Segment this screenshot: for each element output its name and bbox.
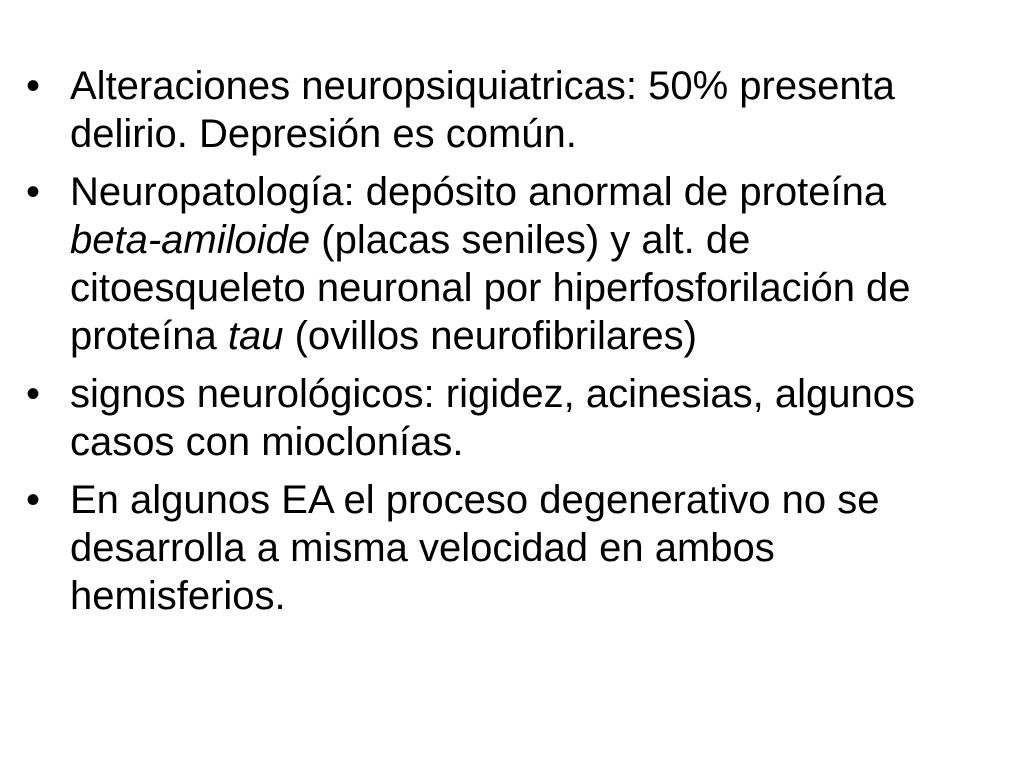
italic-term: tau <box>227 314 284 358</box>
bullet-item <box>26 476 956 620</box>
bullet-text <box>70 478 879 618</box>
bullet-item <box>26 168 956 360</box>
bullet-icon: • <box>26 170 41 214</box>
text-segment: (placas seniles) y alt. de citoesqueleto neuronal por hiperfosforilación de proteína <box>70 218 911 358</box>
text-segment: Alteraciones neuropsiquiatricas: 50% presenta delirio. Depresión es común. <box>70 64 895 156</box>
text-segment: Neuropatología: depósito anormal de proteína <box>70 170 887 214</box>
text-segment: signos neurológicos: rigidez, acinesias, algunos casos con mioclonías. <box>70 372 915 464</box>
bullet-icon: • <box>26 64 41 108</box>
bullet-list <box>26 62 956 630</box>
bullet-icon: • <box>26 372 41 416</box>
bullet-item <box>26 62 956 158</box>
italic-term: beta-amiloide <box>70 218 311 262</box>
bullet-icon: • <box>26 478 41 522</box>
bullet-text <box>70 64 895 156</box>
bullet-text <box>70 372 915 464</box>
text-segment: En algunos EA el proceso degenerativo no se desarrolla a misma velocidad en ambos hemisferios. <box>70 478 880 618</box>
text-segment: (ovillos neurofibrilares) <box>283 314 697 358</box>
bullet-text <box>70 170 911 358</box>
bullet-item <box>26 370 956 466</box>
